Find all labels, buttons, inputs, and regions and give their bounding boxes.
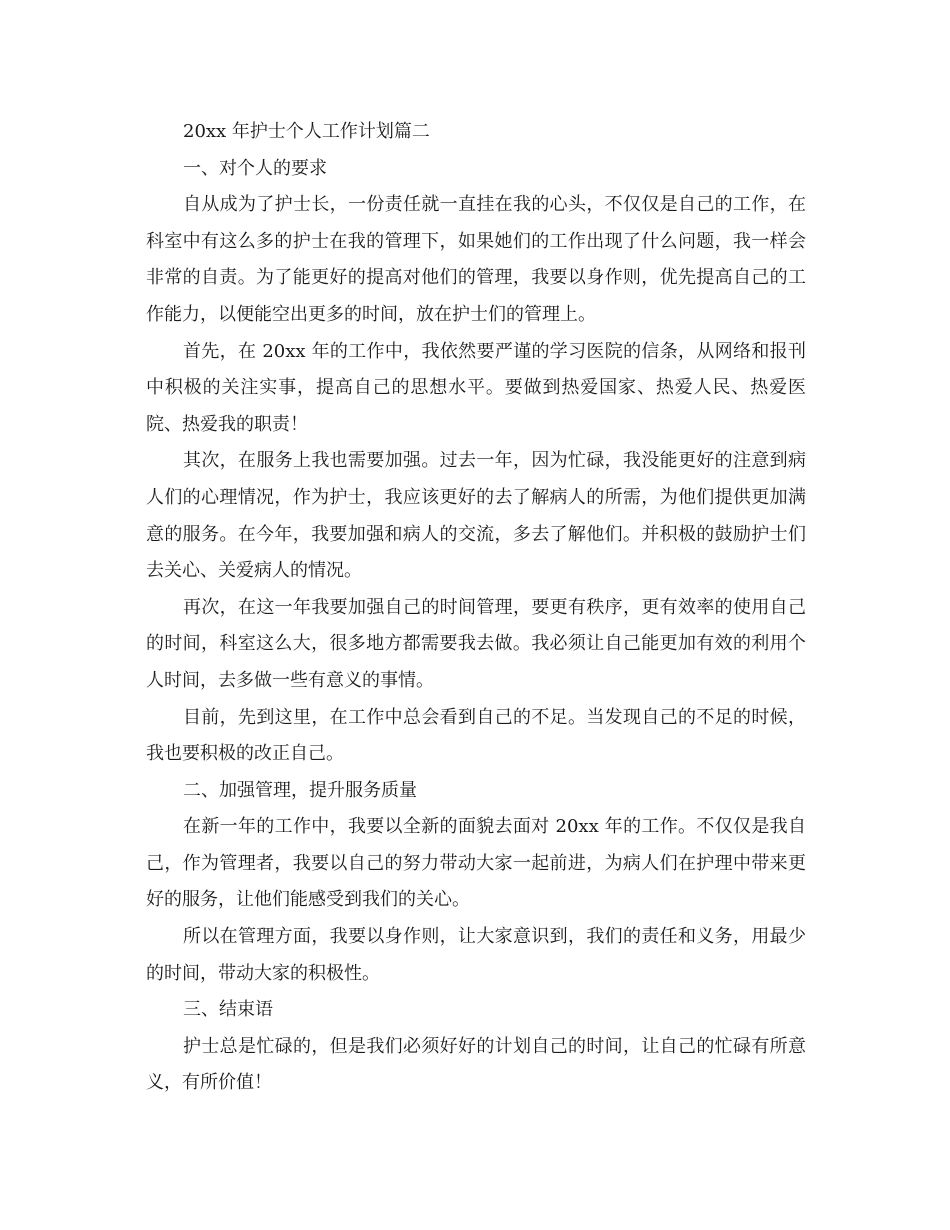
paragraph: 所以在管理方面，我要以身作则，让大家意识到，我们的责任和义务，用最少的时间，带动大家的积极性。: [146, 926, 806, 984]
document-body: [146, 114, 806, 1102]
section-heading-1: 一、对个人的要求: [183, 157, 327, 179]
paragraph: 在新一年的工作中，我要以全新的面貌去面对 20xx 年的工作。不仅仅是我自己，作为管理者，我要以自己的努力带动大家一起前进，为病人们在护理中带来更好的服务，让他们能感受到我们的关心。: [146, 816, 806, 911]
paragraph: 自从成为了护士长，一份责任就一直挂在我的心头，不仅仅是自己的工作，在科室中有这么多的护士在我的管理下，如果她们的工作出现了什么问题，我一样会非常的自责。为了能更好的提高对他们的管理，我要以身作则，优先提高自己的工作能力，以便能空出更多的时间，放在护士们的管理上。: [146, 194, 806, 325]
document-title: 20xx 年护士个人工作计划篇二: [183, 121, 430, 142]
section-heading-3: 三、结束语: [183, 999, 273, 1021]
section-heading-2: 二、加强管理，提升服务质量: [183, 779, 417, 801]
paragraph: 目前，先到这里，在工作中总会看到自己的不足。当发现自己的不足的时候，我也要积极的改正自己。: [146, 706, 806, 765]
paragraph: 再次，在这一年我要加强自己的时间管理，要更有秩序，更有效率的使用自己的时间，科室这么大，很多地方都需要我去做。我必须让自己能更加有效的利用个人时间，去多做一些有意义的事情。: [146, 596, 806, 691]
paragraph: 其次，在服务上我也需要加强。过去一年，因为忙碌，我没能更好的注意到病人们的心理情况，作为护士，我应该更好的去了解病人的所需，为他们提供更加满意的服务。在今年，我要加强和病人的交流，多去了解他们。并积极的鼓励护士们去关心、关爱病人的情况。: [146, 450, 806, 582]
paragraph: 护士总是忙碌的，但是我们必须好好的计划自己的时间，让自己的忙碌有所意义，有所价值！: [146, 1035, 806, 1094]
paragraph: 首先，在 20xx 年的工作中，我依然要严谨的学习医院的信条，从网络和报刊中积极的关注实事，提高自己的思想水平。要做到热爱国家、热爱人民、热爱医院、热爱我的职责！: [146, 340, 806, 435]
